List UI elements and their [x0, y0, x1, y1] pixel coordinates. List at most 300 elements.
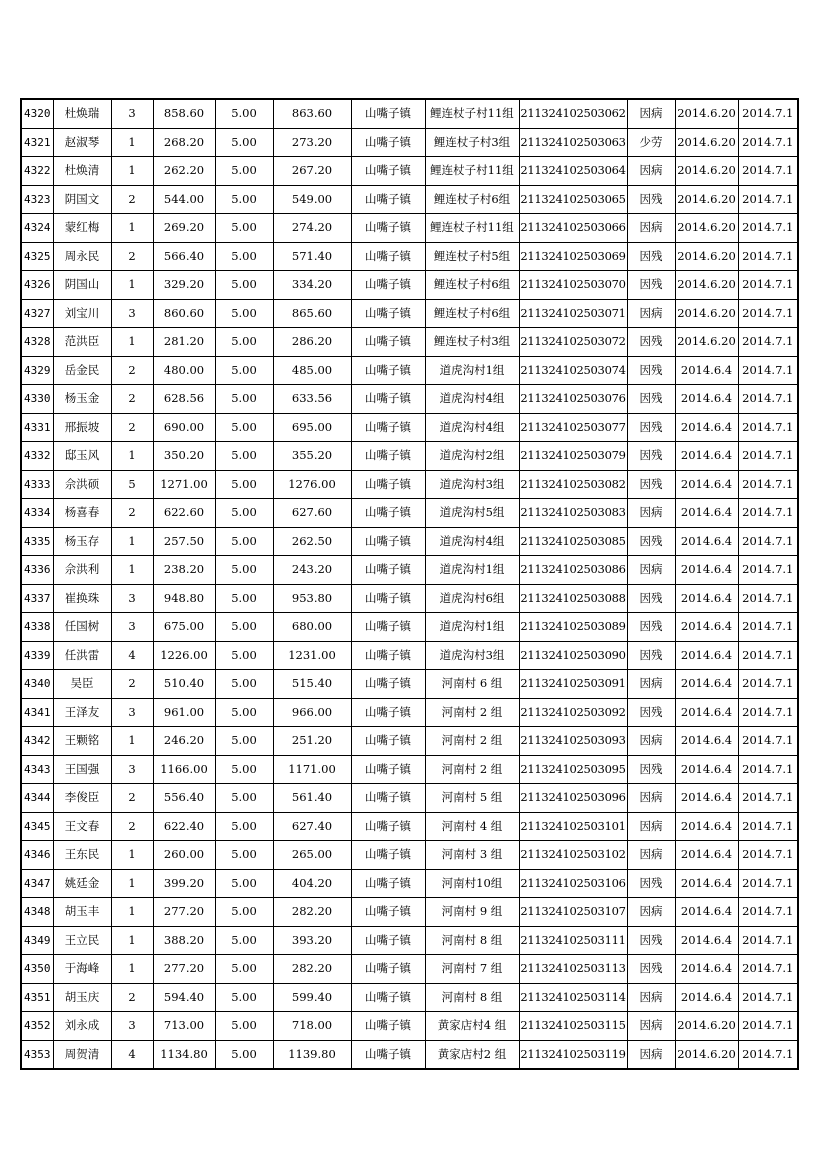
cell-amount: 480.00: [153, 356, 215, 385]
cell-total: 953.80: [273, 584, 351, 613]
cell-town: 山嘴子镇: [351, 698, 425, 727]
cell-town: 山嘴子镇: [351, 185, 425, 214]
cell-effective-date: 2014.7.1: [738, 898, 798, 927]
cell-effective-date: 2014.7.1: [738, 1012, 798, 1041]
cell-village-group: 河南村 3 组: [425, 841, 519, 870]
cell-household-size: 3: [111, 698, 153, 727]
cell-row-number: 4330: [21, 385, 53, 414]
table-row: [21, 356, 798, 385]
cell-effective-date: 2014.7.1: [738, 584, 798, 613]
cell-name: 任洪雷: [53, 641, 111, 670]
table-row: [21, 670, 798, 699]
cell-village-group: 河南村 6 组: [425, 670, 519, 699]
cell-household-size: 1: [111, 869, 153, 898]
table-row: [21, 442, 798, 471]
cell-effective-date: 2014.7.1: [738, 328, 798, 357]
cell-village-group: 河南村 7 组: [425, 955, 519, 984]
cell-start-date: 2014.6.4: [675, 385, 738, 414]
cell-total: 680.00: [273, 613, 351, 642]
cell-effective-date: 2014.7.1: [738, 841, 798, 870]
cell-village-group: 鲤连杖子村3组: [425, 128, 519, 157]
cell-name: 蒙红梅: [53, 214, 111, 243]
table-row: [21, 499, 798, 528]
cell-household-size: 3: [111, 1012, 153, 1041]
cell-reason: 因残: [627, 413, 675, 442]
table-row: [21, 242, 798, 271]
cell-town: 山嘴子镇: [351, 214, 425, 243]
cell-total: 549.00: [273, 185, 351, 214]
cell-reason: 因残: [627, 328, 675, 357]
cell-effective-date: 2014.7.1: [738, 1040, 798, 1069]
cell-amount: 1166.00: [153, 755, 215, 784]
cell-start-date: 2014.6.4: [675, 556, 738, 585]
cell-extra: 5.00: [215, 385, 273, 414]
cell-start-date: 2014.6.4: [675, 898, 738, 927]
cell-reason: 因残: [627, 527, 675, 556]
cell-reason: 因病: [627, 898, 675, 927]
cell-extra: 5.00: [215, 983, 273, 1012]
cell-effective-date: 2014.7.1: [738, 214, 798, 243]
cell-amount: 860.60: [153, 299, 215, 328]
table-row: [21, 385, 798, 414]
cell-household-size: 4: [111, 1040, 153, 1069]
cell-household-size: 1: [111, 128, 153, 157]
cell-amount: 277.20: [153, 898, 215, 927]
cell-household-size: 1: [111, 556, 153, 585]
cell-id-number: 211324102503066: [519, 214, 627, 243]
cell-village-group: 道虎沟村4组: [425, 413, 519, 442]
cell-effective-date: 2014.7.1: [738, 271, 798, 300]
cell-village-group: 河南村 9 组: [425, 898, 519, 927]
cell-id-number: 211324102503064: [519, 157, 627, 186]
cell-town: 山嘴子镇: [351, 299, 425, 328]
cell-row-number: 4323: [21, 185, 53, 214]
cell-village-group: 道虎沟村4组: [425, 385, 519, 414]
cell-total: 571.40: [273, 242, 351, 271]
cell-amount: 675.00: [153, 613, 215, 642]
cell-row-number: 4338: [21, 613, 53, 642]
cell-extra: 5.00: [215, 356, 273, 385]
cell-reason: 因残: [627, 584, 675, 613]
cell-total: 286.20: [273, 328, 351, 357]
cell-total: 393.20: [273, 926, 351, 955]
table-row: [21, 955, 798, 984]
cell-name: 任国树: [53, 613, 111, 642]
table-row: [21, 641, 798, 670]
cell-household-size: 1: [111, 527, 153, 556]
table-row: [21, 983, 798, 1012]
cell-start-date: 2014.6.20: [675, 128, 738, 157]
cell-id-number: 211324102503082: [519, 470, 627, 499]
cell-id-number: 211324102503072: [519, 328, 627, 357]
cell-town: 山嘴子镇: [351, 641, 425, 670]
cell-start-date: 2014.6.20: [675, 328, 738, 357]
cell-town: 山嘴子镇: [351, 413, 425, 442]
cell-id-number: 211324102503115: [519, 1012, 627, 1041]
cell-village-group: 道虎沟村1组: [425, 613, 519, 642]
cell-extra: 5.00: [215, 242, 273, 271]
cell-extra: 5.00: [215, 470, 273, 499]
cell-row-number: 4322: [21, 157, 53, 186]
cell-effective-date: 2014.7.1: [738, 641, 798, 670]
cell-village-group: 河南村 2 组: [425, 698, 519, 727]
cell-household-size: 2: [111, 185, 153, 214]
cell-effective-date: 2014.7.1: [738, 299, 798, 328]
table-row: [21, 584, 798, 613]
cell-village-group: 河南村 2 组: [425, 727, 519, 756]
table-row: [21, 812, 798, 841]
cell-reason: 少劳: [627, 128, 675, 157]
cell-row-number: 4320: [21, 99, 53, 128]
cell-start-date: 2014.6.4: [675, 755, 738, 784]
cell-total: 265.00: [273, 841, 351, 870]
cell-village-group: 河南村 4 组: [425, 812, 519, 841]
table-row: [21, 214, 798, 243]
cell-town: 山嘴子镇: [351, 470, 425, 499]
cell-extra: 5.00: [215, 841, 273, 870]
cell-row-number: 4340: [21, 670, 53, 699]
cell-reason: 因残: [627, 185, 675, 214]
cell-extra: 5.00: [215, 755, 273, 784]
cell-village-group: 鲤连杖子村6组: [425, 299, 519, 328]
cell-household-size: 1: [111, 442, 153, 471]
cell-start-date: 2014.6.4: [675, 670, 738, 699]
cell-town: 山嘴子镇: [351, 328, 425, 357]
cell-reason: 因残: [627, 755, 675, 784]
cell-row-number: 4321: [21, 128, 53, 157]
record-table: [20, 98, 799, 1070]
cell-start-date: 2014.6.4: [675, 356, 738, 385]
cell-start-date: 2014.6.20: [675, 271, 738, 300]
cell-extra: 5.00: [215, 698, 273, 727]
cell-amount: 690.00: [153, 413, 215, 442]
cell-id-number: 211324102503070: [519, 271, 627, 300]
cell-village-group: 道虎沟村3组: [425, 641, 519, 670]
cell-extra: 5.00: [215, 128, 273, 157]
cell-row-number: 4324: [21, 214, 53, 243]
cell-total: 718.00: [273, 1012, 351, 1041]
cell-amount: 281.20: [153, 328, 215, 357]
cell-name: 周永民: [53, 242, 111, 271]
cell-effective-date: 2014.7.1: [738, 413, 798, 442]
cell-effective-date: 2014.7.1: [738, 926, 798, 955]
cell-start-date: 2014.6.4: [675, 812, 738, 841]
cell-town: 山嘴子镇: [351, 670, 425, 699]
cell-row-number: 4331: [21, 413, 53, 442]
cell-town: 山嘴子镇: [351, 755, 425, 784]
cell-row-number: 4348: [21, 898, 53, 927]
table-row: [21, 727, 798, 756]
cell-effective-date: 2014.7.1: [738, 983, 798, 1012]
cell-household-size: 1: [111, 898, 153, 927]
cell-extra: 5.00: [215, 898, 273, 927]
cell-extra: 5.00: [215, 1040, 273, 1069]
cell-name: 李俊臣: [53, 784, 111, 813]
cell-amount: 260.00: [153, 841, 215, 870]
cell-id-number: 211324102503092: [519, 698, 627, 727]
cell-start-date: 2014.6.20: [675, 99, 738, 128]
cell-amount: 1271.00: [153, 470, 215, 499]
cell-household-size: 2: [111, 983, 153, 1012]
cell-town: 山嘴子镇: [351, 955, 425, 984]
cell-start-date: 2014.6.4: [675, 983, 738, 1012]
cell-row-number: 4336: [21, 556, 53, 585]
table-row: [21, 299, 798, 328]
cell-town: 山嘴子镇: [351, 1040, 425, 1069]
cell-effective-date: 2014.7.1: [738, 242, 798, 271]
cell-extra: 5.00: [215, 299, 273, 328]
cell-town: 山嘴子镇: [351, 727, 425, 756]
cell-town: 山嘴子镇: [351, 271, 425, 300]
cell-household-size: 1: [111, 271, 153, 300]
cell-reason: 因残: [627, 641, 675, 670]
cell-extra: 5.00: [215, 413, 273, 442]
cell-effective-date: 2014.7.1: [738, 869, 798, 898]
cell-reason: 因残: [627, 271, 675, 300]
table-row: [21, 841, 798, 870]
cell-household-size: 2: [111, 670, 153, 699]
table-row: [21, 898, 798, 927]
cell-start-date: 2014.6.4: [675, 869, 738, 898]
cell-start-date: 2014.6.4: [675, 499, 738, 528]
cell-effective-date: 2014.7.1: [738, 499, 798, 528]
cell-town: 山嘴子镇: [351, 442, 425, 471]
cell-total: 627.40: [273, 812, 351, 841]
cell-reason: 因残: [627, 955, 675, 984]
cell-total: 274.20: [273, 214, 351, 243]
cell-name: 阴国文: [53, 185, 111, 214]
cell-id-number: 211324102503071: [519, 299, 627, 328]
cell-name: 王泽友: [53, 698, 111, 727]
cell-household-size: 1: [111, 955, 153, 984]
cell-reason: 因残: [627, 385, 675, 414]
cell-total: 627.60: [273, 499, 351, 528]
cell-start-date: 2014.6.4: [675, 442, 738, 471]
cell-household-size: 2: [111, 385, 153, 414]
cell-start-date: 2014.6.4: [675, 698, 738, 727]
cell-amount: 594.40: [153, 983, 215, 1012]
cell-town: 山嘴子镇: [351, 898, 425, 927]
cell-effective-date: 2014.7.1: [738, 442, 798, 471]
cell-row-number: 4353: [21, 1040, 53, 1069]
cell-village-group: 道虎沟村2组: [425, 442, 519, 471]
cell-total: 282.20: [273, 955, 351, 984]
cell-amount: 399.20: [153, 869, 215, 898]
table-row: [21, 556, 798, 585]
cell-id-number: 211324102503086: [519, 556, 627, 585]
cell-id-number: 211324102503074: [519, 356, 627, 385]
cell-village-group: 鲤连杖子村11组: [425, 157, 519, 186]
cell-row-number: 4345: [21, 812, 53, 841]
cell-reason: 因残: [627, 613, 675, 642]
cell-village-group: 鲤连杖子村11组: [425, 214, 519, 243]
cell-id-number: 211324102503065: [519, 185, 627, 214]
cell-id-number: 211324102503083: [519, 499, 627, 528]
cell-reason: 因病: [627, 299, 675, 328]
cell-town: 山嘴子镇: [351, 99, 425, 128]
cell-row-number: 4344: [21, 784, 53, 813]
cell-effective-date: 2014.7.1: [738, 356, 798, 385]
cell-row-number: 4334: [21, 499, 53, 528]
cell-total: 273.20: [273, 128, 351, 157]
cell-effective-date: 2014.7.1: [738, 698, 798, 727]
cell-name: 佘洪利: [53, 556, 111, 585]
cell-name: 邢振坡: [53, 413, 111, 442]
table-row: [21, 470, 798, 499]
cell-household-size: 3: [111, 613, 153, 642]
cell-total: 334.20: [273, 271, 351, 300]
cell-town: 山嘴子镇: [351, 983, 425, 1012]
cell-extra: 5.00: [215, 157, 273, 186]
cell-name: 王文春: [53, 812, 111, 841]
cell-town: 山嘴子镇: [351, 784, 425, 813]
cell-start-date: 2014.6.20: [675, 1040, 738, 1069]
cell-effective-date: 2014.7.1: [738, 812, 798, 841]
cell-id-number: 211324102503085: [519, 527, 627, 556]
cell-total: 865.60: [273, 299, 351, 328]
cell-town: 山嘴子镇: [351, 499, 425, 528]
cell-name: 崔换珠: [53, 584, 111, 613]
cell-town: 山嘴子镇: [351, 1012, 425, 1041]
cell-reason: 因病: [627, 812, 675, 841]
cell-amount: 350.20: [153, 442, 215, 471]
cell-effective-date: 2014.7.1: [738, 128, 798, 157]
cell-start-date: 2014.6.20: [675, 185, 738, 214]
cell-total: 561.40: [273, 784, 351, 813]
cell-village-group: 鲤连杖子村5组: [425, 242, 519, 271]
table-row: [21, 157, 798, 186]
cell-row-number: 4343: [21, 755, 53, 784]
cell-amount: 329.20: [153, 271, 215, 300]
cell-reason: 因病: [627, 157, 675, 186]
cell-town: 山嘴子镇: [351, 812, 425, 841]
table-row: [21, 185, 798, 214]
cell-name: 胡玉庆: [53, 983, 111, 1012]
table-row: [21, 784, 798, 813]
cell-extra: 5.00: [215, 584, 273, 613]
cell-extra: 5.00: [215, 1012, 273, 1041]
cell-effective-date: 2014.7.1: [738, 527, 798, 556]
cell-town: 山嘴子镇: [351, 869, 425, 898]
cell-name: 杨玉存: [53, 527, 111, 556]
cell-effective-date: 2014.7.1: [738, 613, 798, 642]
cell-household-size: 3: [111, 584, 153, 613]
cell-name: 于海峰: [53, 955, 111, 984]
cell-row-number: 4335: [21, 527, 53, 556]
cell-household-size: 2: [111, 812, 153, 841]
cell-reason: 因残: [627, 698, 675, 727]
cell-total: 251.20: [273, 727, 351, 756]
cell-town: 山嘴子镇: [351, 128, 425, 157]
cell-reason: 因残: [627, 470, 675, 499]
cell-total: 863.60: [273, 99, 351, 128]
cell-reason: 因病: [627, 784, 675, 813]
cell-amount: 238.20: [153, 556, 215, 585]
cell-amount: 1226.00: [153, 641, 215, 670]
cell-total: 1231.00: [273, 641, 351, 670]
table-row: [21, 413, 798, 442]
cell-id-number: 211324102503076: [519, 385, 627, 414]
cell-start-date: 2014.6.20: [675, 242, 738, 271]
cell-amount: 961.00: [153, 698, 215, 727]
cell-household-size: 1: [111, 727, 153, 756]
cell-total: 695.00: [273, 413, 351, 442]
cell-effective-date: 2014.7.1: [738, 385, 798, 414]
cell-extra: 5.00: [215, 527, 273, 556]
cell-extra: 5.00: [215, 99, 273, 128]
cell-name: 王东民: [53, 841, 111, 870]
cell-household-size: 1: [111, 841, 153, 870]
cell-start-date: 2014.6.4: [675, 727, 738, 756]
cell-id-number: 211324102503090: [519, 641, 627, 670]
cell-row-number: 4337: [21, 584, 53, 613]
cell-household-size: 1: [111, 157, 153, 186]
cell-id-number: 211324102503095: [519, 755, 627, 784]
cell-town: 山嘴子镇: [351, 242, 425, 271]
cell-amount: 268.20: [153, 128, 215, 157]
cell-reason: 因病: [627, 499, 675, 528]
cell-household-size: 4: [111, 641, 153, 670]
cell-household-size: 3: [111, 299, 153, 328]
cell-row-number: 4342: [21, 727, 53, 756]
cell-total: 633.56: [273, 385, 351, 414]
cell-extra: 5.00: [215, 869, 273, 898]
cell-start-date: 2014.6.20: [675, 157, 738, 186]
cell-household-size: 3: [111, 755, 153, 784]
cell-total: 485.00: [273, 356, 351, 385]
cell-id-number: 211324102503063: [519, 128, 627, 157]
cell-amount: 277.20: [153, 955, 215, 984]
cell-village-group: 鲤连杖子村3组: [425, 328, 519, 357]
cell-id-number: 211324102503096: [519, 784, 627, 813]
cell-id-number: 211324102503114: [519, 983, 627, 1012]
cell-row-number: 4325: [21, 242, 53, 271]
cell-amount: 246.20: [153, 727, 215, 756]
cell-total: 1139.80: [273, 1040, 351, 1069]
table-row: [21, 1040, 798, 1069]
cell-village-group: 黄家店村4 组: [425, 1012, 519, 1041]
cell-extra: 5.00: [215, 214, 273, 243]
cell-extra: 5.00: [215, 499, 273, 528]
cell-start-date: 2014.6.20: [675, 1012, 738, 1041]
cell-id-number: 211324102503102: [519, 841, 627, 870]
cell-total: 966.00: [273, 698, 351, 727]
cell-extra: 5.00: [215, 442, 273, 471]
cell-name: 邸玉风: [53, 442, 111, 471]
cell-reason: 因残: [627, 356, 675, 385]
cell-name: 王立民: [53, 926, 111, 955]
cell-row-number: 4349: [21, 926, 53, 955]
cell-household-size: 1: [111, 214, 153, 243]
cell-effective-date: 2014.7.1: [738, 157, 798, 186]
cell-amount: 713.00: [153, 1012, 215, 1041]
cell-village-group: 河南村 2 组: [425, 755, 519, 784]
cell-total: 599.40: [273, 983, 351, 1012]
cell-household-size: 2: [111, 499, 153, 528]
cell-reason: 因病: [627, 556, 675, 585]
cell-amount: 1134.80: [153, 1040, 215, 1069]
cell-start-date: 2014.6.4: [675, 527, 738, 556]
cell-amount: 622.40: [153, 812, 215, 841]
table-row: [21, 271, 798, 300]
cell-village-group: 道虎沟村1组: [425, 556, 519, 585]
cell-reason: 因病: [627, 983, 675, 1012]
cell-name: 王颗铭: [53, 727, 111, 756]
table-row: [21, 128, 798, 157]
table-row: [21, 755, 798, 784]
table-row: [21, 99, 798, 128]
table-row: [21, 926, 798, 955]
